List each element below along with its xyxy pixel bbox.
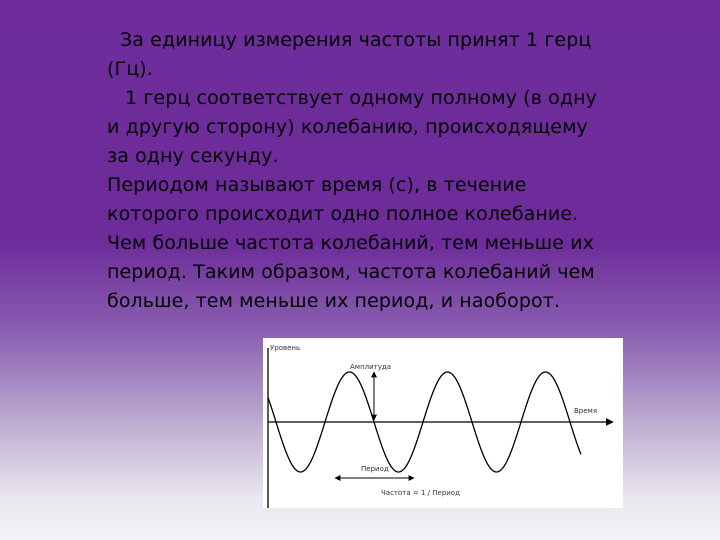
frequency-period-relation-paragraph: Чем больше частота колебаний, тем меньше их период. Таким образом, частота колебаний чем больше, тем меньше их период, и наоборот. xyxy=(107,232,595,312)
period-label: Период xyxy=(361,465,389,473)
sine-wave-diagram xyxy=(263,338,623,508)
period-definition-paragraph: Периодом называют время (с), в течение которого происходит одно полное колебание. xyxy=(107,174,579,225)
amplitude-label: Амплитуда xyxy=(350,363,392,371)
sine-wave-svg xyxy=(263,338,623,508)
slide-text-block xyxy=(107,26,607,316)
level-label: Уровень xyxy=(270,344,301,352)
frequency-formula-label: Частота = 1 / Период xyxy=(381,489,460,497)
hertz-definition-paragraph: 1 герц соответствует одному полному (в одну и другую сторону) колебанию, происходящему за одну секунду. xyxy=(107,87,597,167)
frequency-unit-paragraph: За единицу измерения частоты принят 1 герц (Гц). xyxy=(107,29,592,80)
time-label: Время xyxy=(574,407,598,415)
